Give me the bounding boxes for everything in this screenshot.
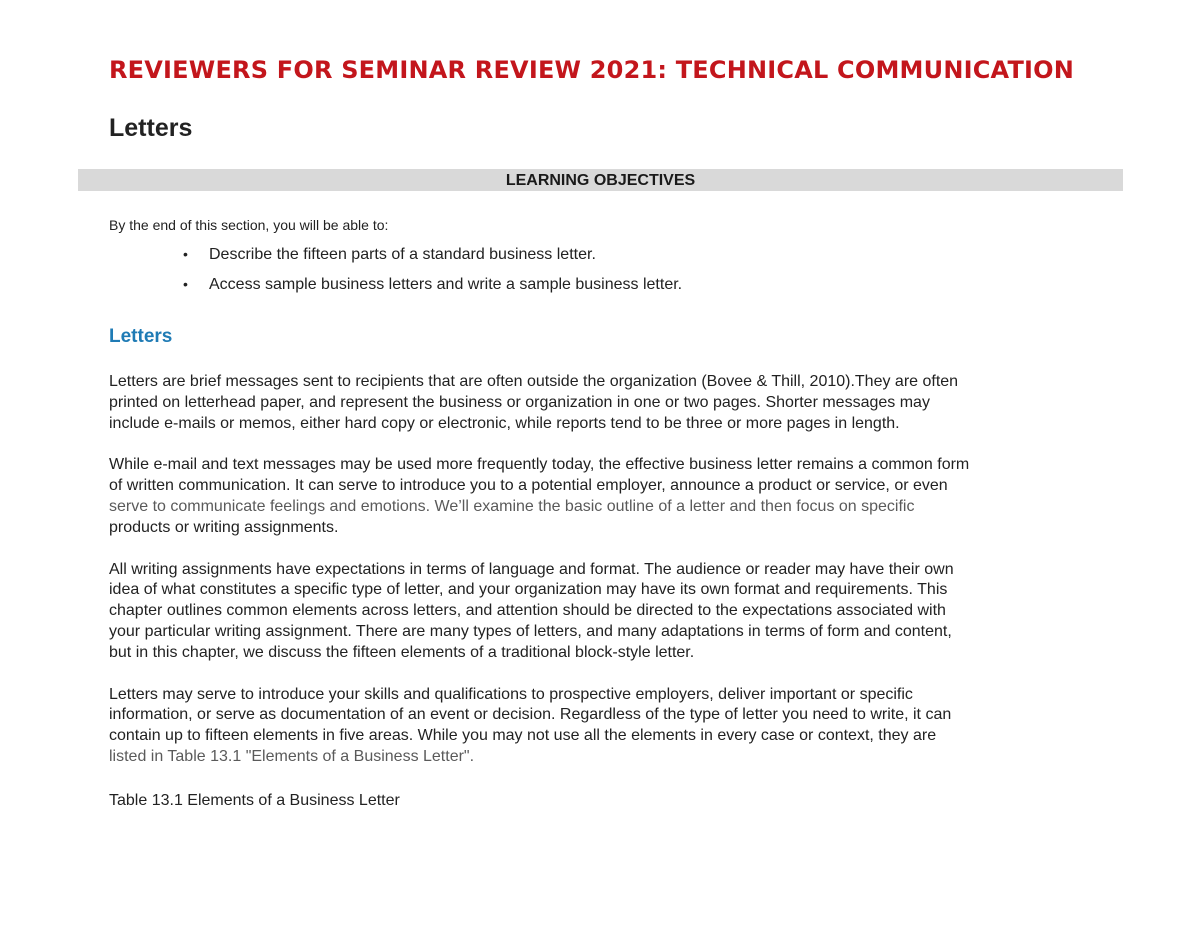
objective-text: Access sample business letters and write a sample business letter. xyxy=(209,276,683,293)
paragraph-3: All writing assignments have expectations in terms of language and format. The audience or reader may have their own idea of what constitutes a specific type of letter, and your organization may have its own format and requirements. This chapter outlines common elements across letters, and attention should be directed to the expectations associated with your particular writing assignment. There are many types of letters, and many adaptations in terms of form and content, but in this chapter, we discuss the fifteen elements of a traditional block-style letter. xyxy=(109,560,954,661)
list-item xyxy=(180,245,682,264)
objectives-intro: By the end of this section, you will be able to: xyxy=(109,217,389,233)
learning-objectives-label: LEARNING OBJECTIVES xyxy=(505,172,696,189)
paragraph-1: Letters are brief messages sent to recipients that are often outside the organization (Bovee & Thill, 2010).They are often printed on letterhead paper, and represent the business or organization in one or two pages. Shorter messages may include e-mails or memos, either hard copy or electronic, while reports tend to be three or more pages in length. xyxy=(109,373,959,432)
paragraph-4 xyxy=(109,685,1109,768)
paragraph-4-part-b: listed in Table 13.1 "Elements of a Business Letter". xyxy=(109,747,475,765)
bullet-icon: • xyxy=(183,276,188,292)
learning-objectives-banner xyxy=(78,169,1123,191)
list-item xyxy=(180,275,682,294)
paragraph-2-part-a: While e-mail and text messages may be used more frequently today, the effective business letter remains a common form of written communication. It can serve to introduce you to a potential employer, announce a product or service, or even xyxy=(109,456,970,495)
bullet-icon: • xyxy=(183,246,188,262)
table-caption: Table 13.1 Elements of a Business Letter xyxy=(109,792,400,809)
paragraph-4-part-a: Letters may serve to introduce your skills and qualifications to prospective employers, deliver important or specific information, or serve as documentation of an event or decision. Regardless of the type of letter you need to write, it can contain up to fifteen elements in five areas. While you may not use all the elements in every case or context, they are xyxy=(109,685,952,745)
objective-text: Describe the fifteen parts of a standard business letter. xyxy=(209,246,596,263)
letters-subheading: Letters xyxy=(109,326,173,347)
paragraph-2-part-c: products or writing assignments. xyxy=(109,518,339,536)
document-title: REVIEWERS FOR SEMINAR REVIEW 2021: TECHNICAL COMMUNICATION xyxy=(109,56,1075,84)
section-heading: Letters xyxy=(109,114,193,142)
paragraph-2-part-b: serve to communicate feelings and emotions. We’ll examine the basic outline of a letter and then focus on specific xyxy=(109,497,915,515)
body-text xyxy=(109,372,1109,789)
objectives-list xyxy=(180,245,682,305)
paragraph-2 xyxy=(109,455,1109,538)
